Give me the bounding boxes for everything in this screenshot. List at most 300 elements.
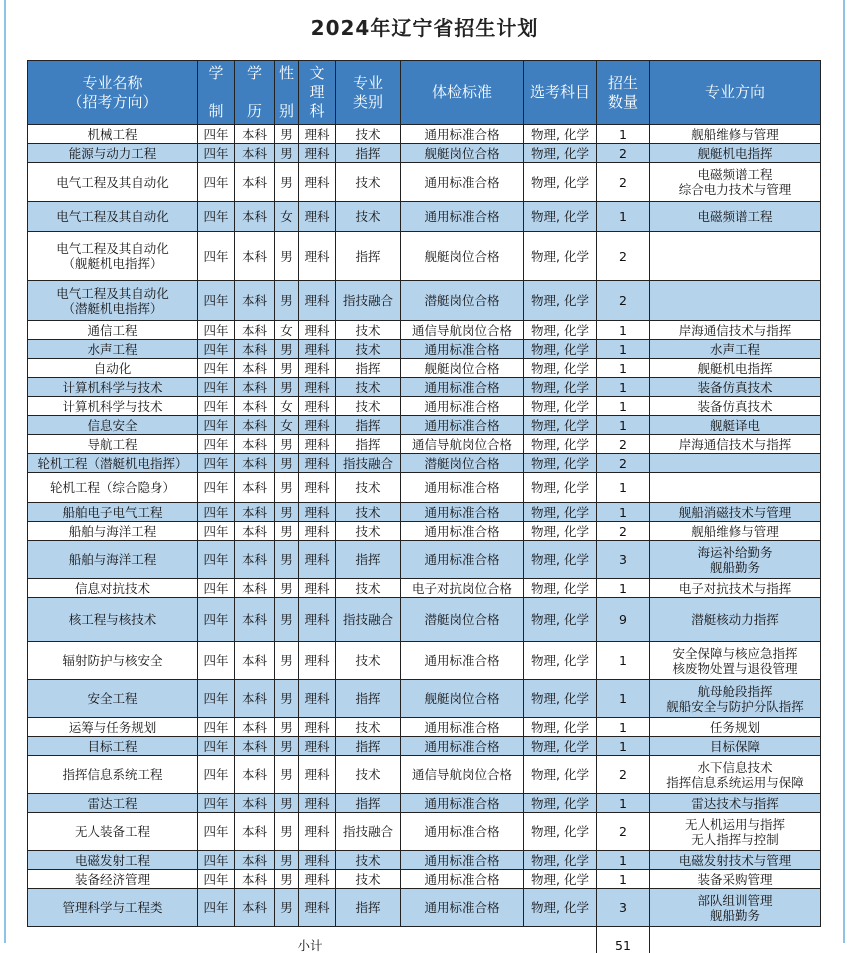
xueli-cell: 本科 bbox=[235, 359, 275, 378]
xuezhi-cell: 四年 bbox=[198, 144, 235, 163]
sex-cell: 男 bbox=[275, 851, 299, 870]
direction-cell: 雷达技术与指挥 bbox=[650, 794, 821, 813]
wenli-cell: 理科 bbox=[299, 598, 336, 642]
xueli-cell: 本科 bbox=[235, 851, 275, 870]
wenli-cell: 理科 bbox=[299, 642, 336, 680]
direction-cell: 航母舱段指挥 舰船安全与防护分队指挥 bbox=[650, 680, 821, 718]
category-cell: 技术 bbox=[336, 756, 401, 794]
table-row bbox=[28, 359, 821, 378]
xueli-cell: 本科 bbox=[235, 541, 275, 579]
wenli-cell: 理科 bbox=[299, 579, 336, 598]
major-cell: 导航工程 bbox=[28, 435, 198, 454]
xueli-cell: 本科 bbox=[235, 598, 275, 642]
quota-cell: 2 bbox=[597, 232, 650, 281]
subjects-cell: 物理, 化学 bbox=[524, 435, 597, 454]
subjects-cell: 物理, 化学 bbox=[524, 680, 597, 718]
quota-cell: 1 bbox=[597, 321, 650, 340]
xueli-cell: 本科 bbox=[235, 340, 275, 359]
direction-cell: 装备仿真技术 bbox=[650, 397, 821, 416]
table-row bbox=[28, 794, 821, 813]
xuezhi-cell: 四年 bbox=[198, 321, 235, 340]
table-row bbox=[28, 541, 821, 579]
category-cell: 指挥 bbox=[336, 541, 401, 579]
major-cell: 计算机科学与技术 bbox=[28, 378, 198, 397]
health-cell: 舰艇岗位合格 bbox=[401, 359, 524, 378]
header-subjects: 选考科目 bbox=[524, 61, 597, 125]
category-cell: 技术 bbox=[336, 579, 401, 598]
wenli-cell: 理科 bbox=[299, 202, 336, 232]
xuezhi-cell: 四年 bbox=[198, 202, 235, 232]
sex-cell: 男 bbox=[275, 522, 299, 541]
category-cell: 指挥 bbox=[336, 359, 401, 378]
xueli-cell: 本科 bbox=[235, 232, 275, 281]
category-cell: 技术 bbox=[336, 125, 401, 144]
wenli-cell: 理科 bbox=[299, 794, 336, 813]
health-cell: 通信导航岗位合格 bbox=[401, 435, 524, 454]
xuezhi-cell: 四年 bbox=[198, 340, 235, 359]
subjects-cell: 物理, 化学 bbox=[524, 598, 597, 642]
direction-cell bbox=[650, 473, 821, 503]
health-cell: 通信导航岗位合格 bbox=[401, 321, 524, 340]
table-header-row bbox=[28, 61, 821, 125]
wenli-cell: 理科 bbox=[299, 125, 336, 144]
category-cell: 指挥 bbox=[336, 680, 401, 718]
category-cell: 指技融合 bbox=[336, 598, 401, 642]
category-cell: 技术 bbox=[336, 378, 401, 397]
direction-cell: 舰艇机电指挥 bbox=[650, 144, 821, 163]
xuezhi-cell: 四年 bbox=[198, 889, 235, 927]
xueli-cell: 本科 bbox=[235, 522, 275, 541]
subjects-cell: 物理, 化学 bbox=[524, 794, 597, 813]
health-cell: 通用标准合格 bbox=[401, 870, 524, 889]
table-row bbox=[28, 642, 821, 680]
category-cell: 技术 bbox=[336, 718, 401, 737]
xueli-cell: 本科 bbox=[235, 397, 275, 416]
health-cell: 通用标准合格 bbox=[401, 794, 524, 813]
sex-cell: 男 bbox=[275, 163, 299, 202]
category-cell: 技术 bbox=[336, 202, 401, 232]
health-cell: 舰艇岗位合格 bbox=[401, 144, 524, 163]
table-row bbox=[28, 737, 821, 756]
category-cell: 技术 bbox=[336, 321, 401, 340]
wenli-cell: 理科 bbox=[299, 340, 336, 359]
health-cell: 通用标准合格 bbox=[401, 340, 524, 359]
xuezhi-cell: 四年 bbox=[198, 870, 235, 889]
health-cell: 通用标准合格 bbox=[401, 202, 524, 232]
sex-cell: 男 bbox=[275, 378, 299, 397]
xueli-cell: 本科 bbox=[235, 435, 275, 454]
header-health: 体检标准 bbox=[401, 61, 524, 125]
major-cell: 船舶与海洋工程 bbox=[28, 522, 198, 541]
sex-cell: 男 bbox=[275, 642, 299, 680]
wenli-cell: 理科 bbox=[299, 737, 336, 756]
table-row bbox=[28, 202, 821, 232]
quota-cell: 2 bbox=[597, 435, 650, 454]
table-row bbox=[28, 281, 821, 321]
xuezhi-cell: 四年 bbox=[198, 232, 235, 281]
xueli-cell: 本科 bbox=[235, 889, 275, 927]
major-cell: 信息对抗技术 bbox=[28, 579, 198, 598]
subjects-cell: 物理, 化学 bbox=[524, 378, 597, 397]
subjects-cell: 物理, 化学 bbox=[524, 232, 597, 281]
table-row bbox=[28, 397, 821, 416]
major-cell: 运筹与任务规划 bbox=[28, 718, 198, 737]
sex-cell: 女 bbox=[275, 321, 299, 340]
health-cell: 通用标准合格 bbox=[401, 473, 524, 503]
wenli-cell: 理科 bbox=[299, 851, 336, 870]
category-cell: 指挥 bbox=[336, 144, 401, 163]
category-cell: 技术 bbox=[336, 163, 401, 202]
quota-cell: 1 bbox=[597, 473, 650, 503]
sex-cell: 男 bbox=[275, 281, 299, 321]
xuezhi-cell: 四年 bbox=[198, 737, 235, 756]
wenli-cell: 理科 bbox=[299, 163, 336, 202]
quota-cell: 1 bbox=[597, 737, 650, 756]
xuezhi-cell: 四年 bbox=[198, 718, 235, 737]
subjects-cell: 物理, 化学 bbox=[524, 756, 597, 794]
subtotal-label: 小计 bbox=[28, 927, 597, 953]
subjects-cell: 物理, 化学 bbox=[524, 281, 597, 321]
health-cell: 通用标准合格 bbox=[401, 503, 524, 522]
quota-cell: 2 bbox=[597, 522, 650, 541]
health-cell: 潜艇岗位合格 bbox=[401, 454, 524, 473]
major-cell: 安全工程 bbox=[28, 680, 198, 718]
header-xingbie: 性 别 bbox=[275, 61, 299, 125]
sex-cell: 男 bbox=[275, 541, 299, 579]
subtotal-empty bbox=[650, 927, 821, 953]
major-cell: 雷达工程 bbox=[28, 794, 198, 813]
quota-cell: 1 bbox=[597, 794, 650, 813]
category-cell: 技术 bbox=[336, 851, 401, 870]
subjects-cell: 物理, 化学 bbox=[524, 851, 597, 870]
health-cell: 通用标准合格 bbox=[401, 851, 524, 870]
page-title: 2024年辽宁省招生计划 bbox=[310, 16, 539, 40]
major-cell: 指挥信息系统工程 bbox=[28, 756, 198, 794]
table-row bbox=[28, 718, 821, 737]
table-row bbox=[28, 163, 821, 202]
major-cell: 目标工程 bbox=[28, 737, 198, 756]
health-cell: 舰艇岗位合格 bbox=[401, 680, 524, 718]
sex-cell: 男 bbox=[275, 232, 299, 281]
xuezhi-cell: 四年 bbox=[198, 598, 235, 642]
xueli-cell: 本科 bbox=[235, 680, 275, 718]
major-cell: 电磁发射工程 bbox=[28, 851, 198, 870]
table-row bbox=[28, 756, 821, 794]
category-cell: 指挥 bbox=[336, 737, 401, 756]
table-row bbox=[28, 813, 821, 851]
health-cell: 通用标准合格 bbox=[401, 378, 524, 397]
table-row bbox=[28, 144, 821, 163]
table-row bbox=[28, 579, 821, 598]
table-row bbox=[28, 321, 821, 340]
table-row bbox=[28, 598, 821, 642]
table-row bbox=[28, 416, 821, 435]
subjects-cell: 物理, 化学 bbox=[524, 144, 597, 163]
major-cell: 信息安全 bbox=[28, 416, 198, 435]
table-body bbox=[28, 125, 821, 953]
xueli-cell: 本科 bbox=[235, 281, 275, 321]
health-cell: 通信导航岗位合格 bbox=[401, 756, 524, 794]
xueli-cell: 本科 bbox=[235, 642, 275, 680]
quota-cell: 1 bbox=[597, 340, 650, 359]
quota-cell: 1 bbox=[597, 416, 650, 435]
subjects-cell: 物理, 化学 bbox=[524, 163, 597, 202]
major-cell: 船舶电子电气工程 bbox=[28, 503, 198, 522]
wenli-cell: 理科 bbox=[299, 397, 336, 416]
quota-cell: 1 bbox=[597, 503, 650, 522]
header-category: 专业 类别 bbox=[336, 61, 401, 125]
header-wenli: 文 理 科 bbox=[299, 61, 336, 125]
wenli-cell: 理科 bbox=[299, 756, 336, 794]
direction-cell: 电磁频谱工程 bbox=[650, 202, 821, 232]
table-row bbox=[28, 125, 821, 144]
subjects-cell: 物理, 化学 bbox=[524, 359, 597, 378]
health-cell: 通用标准合格 bbox=[401, 813, 524, 851]
wenli-cell: 理科 bbox=[299, 435, 336, 454]
xueli-cell: 本科 bbox=[235, 718, 275, 737]
xuezhi-cell: 四年 bbox=[198, 522, 235, 541]
direction-cell: 水下信息技术 指挥信息系统运用与保障 bbox=[650, 756, 821, 794]
xueli-cell: 本科 bbox=[235, 737, 275, 756]
major-cell: 水声工程 bbox=[28, 340, 198, 359]
direction-cell bbox=[650, 454, 821, 473]
quota-cell: 2 bbox=[597, 163, 650, 202]
table-row bbox=[28, 232, 821, 281]
category-cell: 技术 bbox=[336, 397, 401, 416]
major-cell: 电气工程及其自动化 （潜艇机电指挥） bbox=[28, 281, 198, 321]
direction-cell: 部队组训管理 舰船勤务 bbox=[650, 889, 821, 927]
xuezhi-cell: 四年 bbox=[198, 579, 235, 598]
major-cell: 无人装备工程 bbox=[28, 813, 198, 851]
wenli-cell: 理科 bbox=[299, 870, 336, 889]
sex-cell: 男 bbox=[275, 889, 299, 927]
quota-cell: 1 bbox=[597, 851, 650, 870]
quota-cell: 1 bbox=[597, 642, 650, 680]
xuezhi-cell: 四年 bbox=[198, 435, 235, 454]
category-cell: 技术 bbox=[336, 340, 401, 359]
subjects-cell: 物理, 化学 bbox=[524, 541, 597, 579]
header-xueli: 学 历 bbox=[235, 61, 275, 125]
wenli-cell: 理科 bbox=[299, 378, 336, 397]
xueli-cell: 本科 bbox=[235, 503, 275, 522]
header-major: 专业名称 （招考方向） bbox=[28, 61, 198, 125]
xueli-cell: 本科 bbox=[235, 454, 275, 473]
subjects-cell: 物理, 化学 bbox=[524, 522, 597, 541]
table-row bbox=[28, 503, 821, 522]
header-direction: 专业方向 bbox=[650, 61, 821, 125]
direction-cell: 舰艇机电指挥 bbox=[650, 359, 821, 378]
table-row bbox=[28, 851, 821, 870]
quota-cell: 1 bbox=[597, 870, 650, 889]
quota-cell: 2 bbox=[597, 756, 650, 794]
subjects-cell: 物理, 化学 bbox=[524, 473, 597, 503]
quota-cell: 1 bbox=[597, 397, 650, 416]
wenli-cell: 理科 bbox=[299, 416, 336, 435]
xueli-cell: 本科 bbox=[235, 473, 275, 503]
xueli-cell: 本科 bbox=[235, 163, 275, 202]
wenli-cell: 理科 bbox=[299, 232, 336, 281]
direction-cell: 舰船维修与管理 bbox=[650, 125, 821, 144]
subjects-cell: 物理, 化学 bbox=[524, 503, 597, 522]
table-row bbox=[28, 340, 821, 359]
health-cell: 舰艇岗位合格 bbox=[401, 232, 524, 281]
major-cell: 电气工程及其自动化 （舰艇机电指挥） bbox=[28, 232, 198, 281]
wenli-cell: 理科 bbox=[299, 281, 336, 321]
xuezhi-cell: 四年 bbox=[198, 541, 235, 579]
sex-cell: 男 bbox=[275, 359, 299, 378]
category-cell: 指挥 bbox=[336, 889, 401, 927]
direction-cell: 舰艇译电 bbox=[650, 416, 821, 435]
direction-cell: 装备采购管理 bbox=[650, 870, 821, 889]
subjects-cell: 物理, 化学 bbox=[524, 321, 597, 340]
major-cell: 能源与动力工程 bbox=[28, 144, 198, 163]
sex-cell: 女 bbox=[275, 397, 299, 416]
health-cell: 电子对抗岗位合格 bbox=[401, 579, 524, 598]
wenli-cell: 理科 bbox=[299, 522, 336, 541]
sex-cell: 女 bbox=[275, 416, 299, 435]
category-cell: 技术 bbox=[336, 870, 401, 889]
major-cell: 通信工程 bbox=[28, 321, 198, 340]
quota-cell: 2 bbox=[597, 813, 650, 851]
xuezhi-cell: 四年 bbox=[198, 756, 235, 794]
wenli-cell: 理科 bbox=[299, 680, 336, 718]
major-cell: 船舶与海洋工程 bbox=[28, 541, 198, 579]
direction-cell bbox=[650, 281, 821, 321]
subtotal-quota: 51 bbox=[597, 927, 650, 953]
major-cell: 电气工程及其自动化 bbox=[28, 163, 198, 202]
subjects-cell: 物理, 化学 bbox=[524, 340, 597, 359]
health-cell: 通用标准合格 bbox=[401, 737, 524, 756]
xuezhi-cell: 四年 bbox=[198, 281, 235, 321]
subjects-cell: 物理, 化学 bbox=[524, 889, 597, 927]
direction-cell: 海运补给勤务 舰船勤务 bbox=[650, 541, 821, 579]
major-cell: 轮机工程（潜艇机电指挥） bbox=[28, 454, 198, 473]
wenli-cell: 理科 bbox=[299, 541, 336, 579]
direction-cell: 岸海通信技术与指挥 bbox=[650, 321, 821, 340]
sex-cell: 男 bbox=[275, 794, 299, 813]
quota-cell: 2 bbox=[597, 144, 650, 163]
subjects-cell: 物理, 化学 bbox=[524, 454, 597, 473]
category-cell: 指挥 bbox=[336, 416, 401, 435]
direction-cell: 电子对抗技术与指挥 bbox=[650, 579, 821, 598]
subjects-cell: 物理, 化学 bbox=[524, 202, 597, 232]
subjects-cell: 物理, 化学 bbox=[524, 870, 597, 889]
xuezhi-cell: 四年 bbox=[198, 454, 235, 473]
health-cell: 通用标准合格 bbox=[401, 397, 524, 416]
xueli-cell: 本科 bbox=[235, 321, 275, 340]
xuezhi-cell: 四年 bbox=[198, 642, 235, 680]
sex-cell: 男 bbox=[275, 680, 299, 718]
direction-cell: 安全保障与核应急指挥 核废物处置与退役管理 bbox=[650, 642, 821, 680]
category-cell: 技术 bbox=[336, 522, 401, 541]
wenli-cell: 理科 bbox=[299, 144, 336, 163]
wenli-cell: 理科 bbox=[299, 454, 336, 473]
table-row bbox=[28, 889, 821, 927]
table-row bbox=[28, 680, 821, 718]
sex-cell: 男 bbox=[275, 473, 299, 503]
wenli-cell: 理科 bbox=[299, 889, 336, 927]
sex-cell: 男 bbox=[275, 870, 299, 889]
xueli-cell: 本科 bbox=[235, 756, 275, 794]
xuezhi-cell: 四年 bbox=[198, 416, 235, 435]
subjects-cell: 物理, 化学 bbox=[524, 397, 597, 416]
xueli-cell: 本科 bbox=[235, 813, 275, 851]
quota-cell: 1 bbox=[597, 202, 650, 232]
subjects-cell: 物理, 化学 bbox=[524, 416, 597, 435]
direction-cell: 潜艇核动力指挥 bbox=[650, 598, 821, 642]
major-cell: 自动化 bbox=[28, 359, 198, 378]
major-cell: 计算机科学与技术 bbox=[28, 397, 198, 416]
major-cell: 电气工程及其自动化 bbox=[28, 202, 198, 232]
category-cell: 指挥 bbox=[336, 232, 401, 281]
table-row bbox=[28, 870, 821, 889]
table-row bbox=[28, 473, 821, 503]
direction-cell: 无人机运用与指挥 无人指挥与控制 bbox=[650, 813, 821, 851]
direction-cell: 装备仿真技术 bbox=[650, 378, 821, 397]
xuezhi-cell: 四年 bbox=[198, 163, 235, 202]
xuezhi-cell: 四年 bbox=[198, 794, 235, 813]
xuezhi-cell: 四年 bbox=[198, 397, 235, 416]
sex-cell: 男 bbox=[275, 737, 299, 756]
subjects-cell: 物理, 化学 bbox=[524, 125, 597, 144]
direction-cell: 岸海通信技术与指挥 bbox=[650, 435, 821, 454]
health-cell: 通用标准合格 bbox=[401, 889, 524, 927]
sex-cell: 男 bbox=[275, 125, 299, 144]
health-cell: 通用标准合格 bbox=[401, 541, 524, 579]
xuezhi-cell: 四年 bbox=[198, 851, 235, 870]
subjects-cell: 物理, 化学 bbox=[524, 718, 597, 737]
health-cell: 通用标准合格 bbox=[401, 718, 524, 737]
direction-cell: 电磁发射技术与管理 bbox=[650, 851, 821, 870]
category-cell: 指技融合 bbox=[336, 281, 401, 321]
table-row bbox=[28, 454, 821, 473]
xuezhi-cell: 四年 bbox=[198, 813, 235, 851]
health-cell: 通用标准合格 bbox=[401, 416, 524, 435]
subjects-cell: 物理, 化学 bbox=[524, 579, 597, 598]
direction-cell: 目标保障 bbox=[650, 737, 821, 756]
xuezhi-cell: 四年 bbox=[198, 378, 235, 397]
sex-cell: 男 bbox=[275, 756, 299, 794]
wenli-cell: 理科 bbox=[299, 473, 336, 503]
direction-cell: 水声工程 bbox=[650, 340, 821, 359]
direction-cell: 任务规划 bbox=[650, 718, 821, 737]
quota-cell: 9 bbox=[597, 598, 650, 642]
xuezhi-cell: 四年 bbox=[198, 473, 235, 503]
wenli-cell: 理科 bbox=[299, 359, 336, 378]
table-row bbox=[28, 378, 821, 397]
major-cell: 管理科学与工程类 bbox=[28, 889, 198, 927]
quota-cell: 3 bbox=[597, 541, 650, 579]
sex-cell: 男 bbox=[275, 340, 299, 359]
health-cell: 通用标准合格 bbox=[401, 163, 524, 202]
xuezhi-cell: 四年 bbox=[198, 503, 235, 522]
quota-cell: 2 bbox=[597, 281, 650, 321]
wenli-cell: 理科 bbox=[299, 503, 336, 522]
subjects-cell: 物理, 化学 bbox=[524, 642, 597, 680]
major-cell: 装备经济管理 bbox=[28, 870, 198, 889]
sex-cell: 男 bbox=[275, 579, 299, 598]
category-cell: 指挥 bbox=[336, 794, 401, 813]
wenli-cell: 理科 bbox=[299, 813, 336, 851]
sex-cell: 男 bbox=[275, 813, 299, 851]
header-xuezhi: 学 制 bbox=[198, 61, 235, 125]
header-quota: 招生 数量 bbox=[597, 61, 650, 125]
xuezhi-cell: 四年 bbox=[198, 125, 235, 144]
category-cell: 技术 bbox=[336, 503, 401, 522]
xueli-cell: 本科 bbox=[235, 202, 275, 232]
sex-cell: 男 bbox=[275, 718, 299, 737]
xuezhi-cell: 四年 bbox=[198, 359, 235, 378]
